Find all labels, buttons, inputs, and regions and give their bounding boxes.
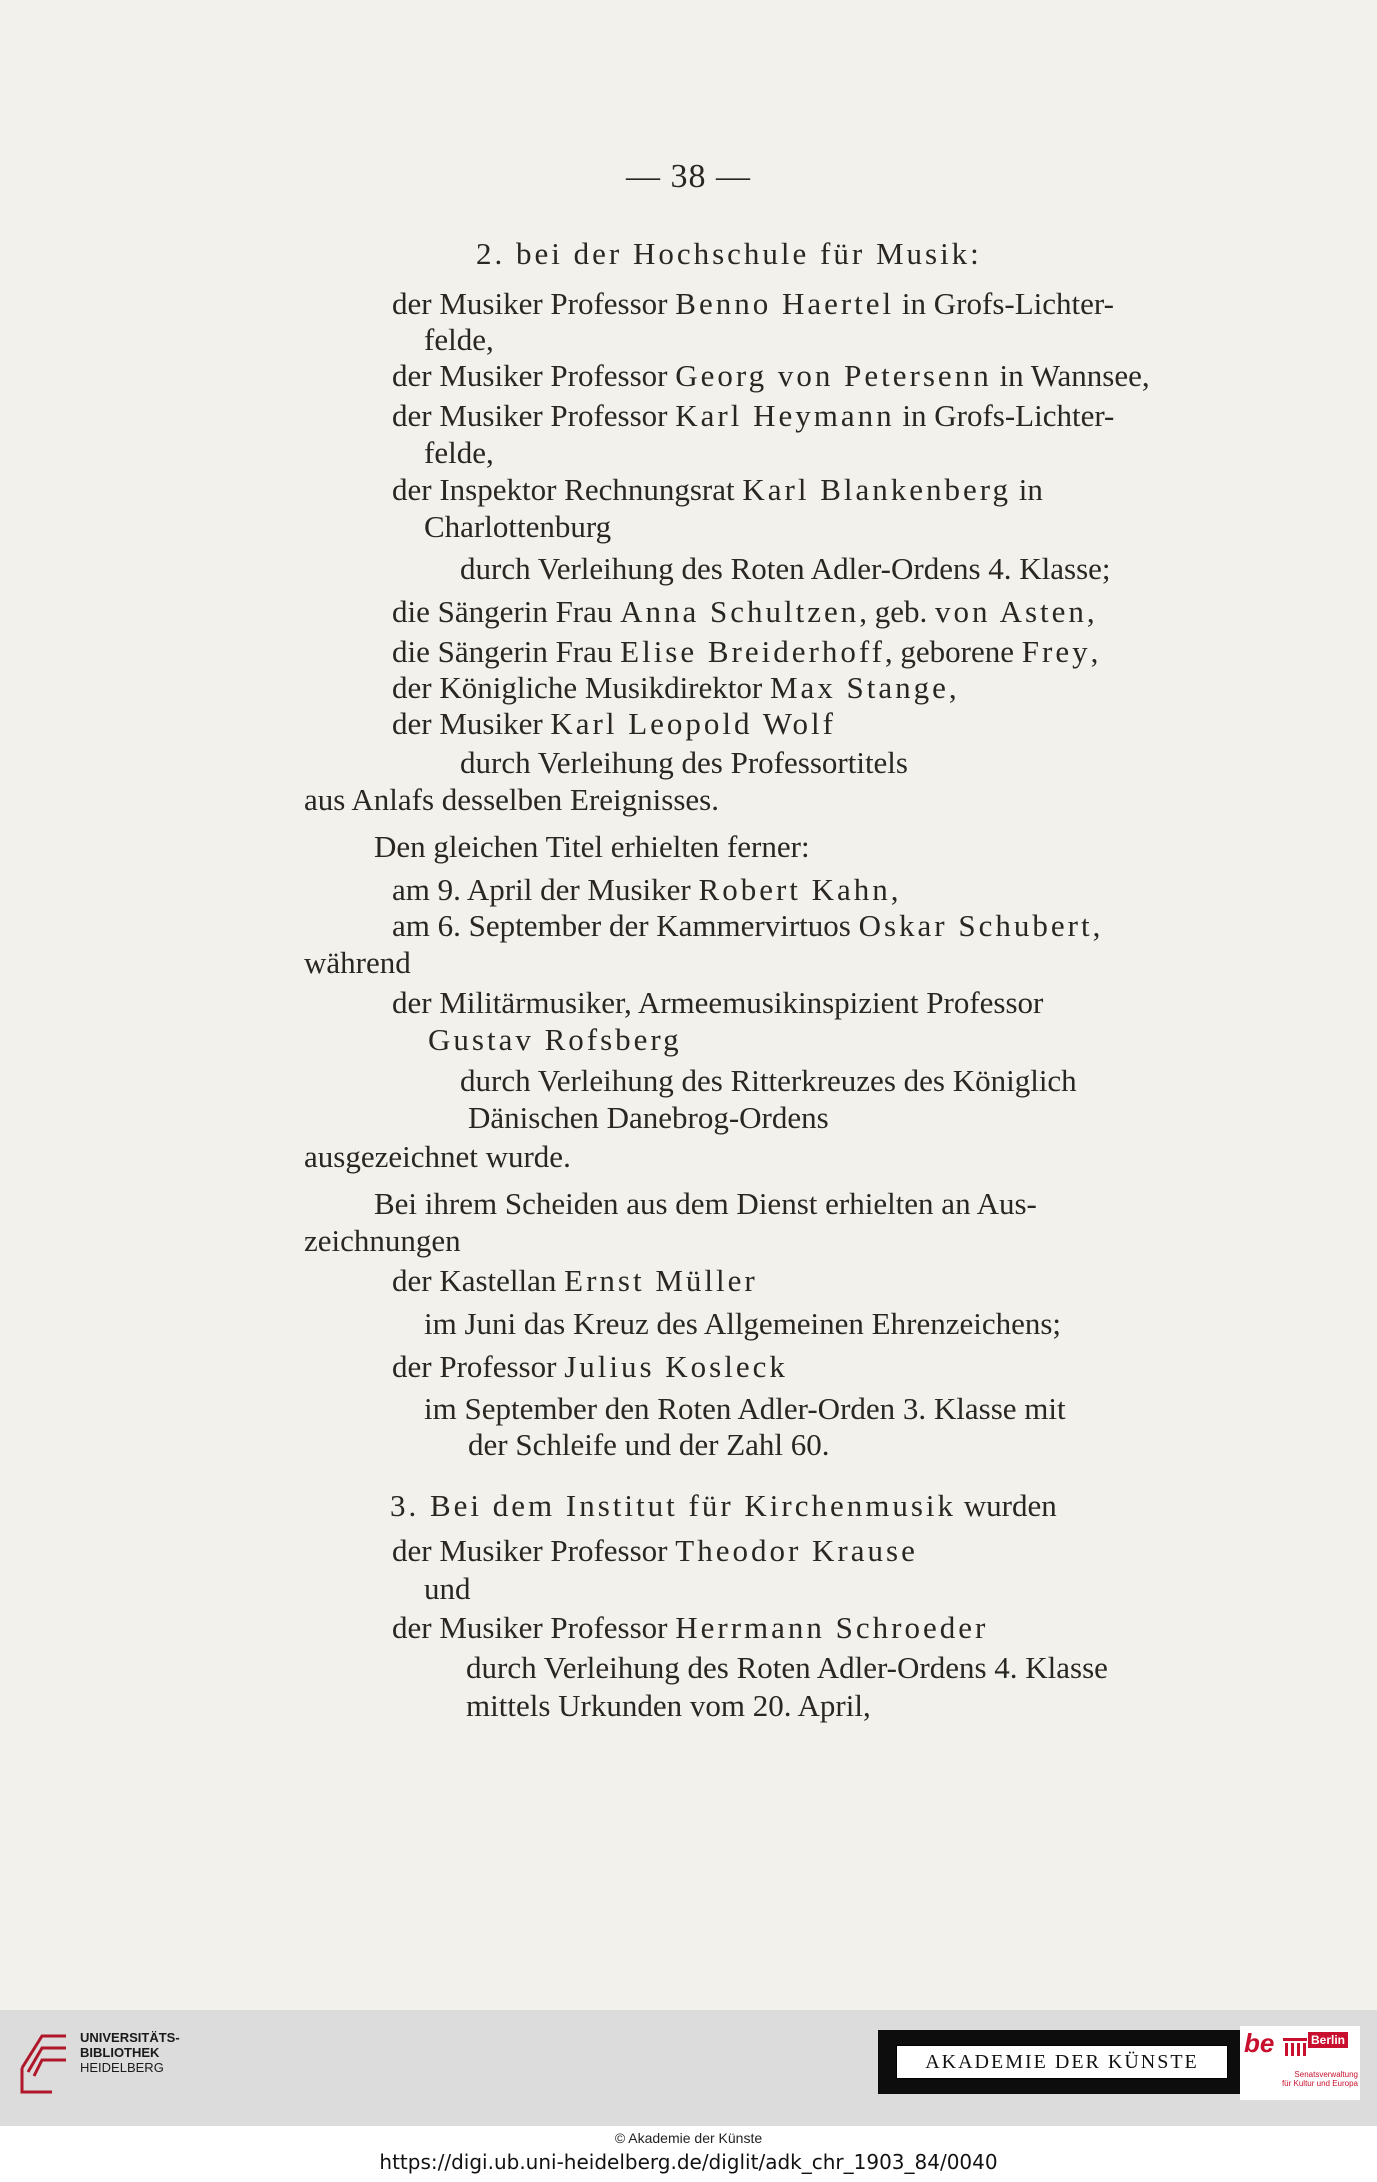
spaced-name: Julius Kosleck [564, 1349, 788, 1384]
spaced-name: Theodor Krause [675, 1533, 918, 1568]
berlin-senate-logo[interactable] [1240, 2026, 1360, 2100]
text-run: der Musiker Professor [392, 1533, 676, 1568]
spaced-name: Anna Schultzen [620, 594, 860, 629]
spaced-name: Georg von Petersenn [675, 358, 992, 393]
text-run: der Schleife und der Zahl 60. [468, 1427, 830, 1462]
text-run: der Professor [392, 1349, 565, 1384]
spaced-name: Herrmann Schroeder [675, 1610, 989, 1645]
berlin-subtitle-line-2: für Kultur und Europa [1281, 2079, 1358, 2088]
text-line [460, 550, 1228, 588]
spaced-name: Karl Leopold Wolf [550, 706, 836, 741]
text-run: , [890, 872, 899, 907]
text-run: der Inspektor Rechnungsrat [392, 472, 743, 507]
text-line [392, 633, 1228, 671]
spaced-name: Max Stange [769, 670, 949, 705]
page-number: — 38 — [626, 158, 751, 195]
spaced-name: Benno Haertel [675, 286, 895, 321]
text-run: aus Anlafs desselben Ereignisses. [304, 782, 719, 817]
text-line [428, 1021, 682, 1059]
spaced-name: Karl Blankenberg [742, 472, 1012, 507]
berlin-subtitle [1274, 2070, 1358, 2088]
spaced-name: 3. Bei dem Institut für Kirchenmusik [390, 1488, 957, 1523]
text-run: Charlottenburg [424, 509, 612, 544]
text-line [468, 1099, 829, 1137]
text-run: der Kastellan [392, 1263, 565, 1298]
text-line [392, 984, 1228, 1022]
spaced-name: Ernst Müller [564, 1263, 758, 1298]
ub-line-2: BIBLIOTHEK [80, 2045, 160, 2060]
spaced-name: 2. bei der Hochschule für Musik: [476, 236, 982, 271]
text-run: am 9. April der Musiker [392, 872, 699, 907]
text-line [476, 235, 1066, 273]
text-line [424, 321, 494, 359]
text-line [304, 781, 719, 819]
ub-line-1: UNIVERSITÄTS- [80, 2030, 180, 2045]
berlin-tag: Berlin [1308, 2032, 1348, 2048]
text-run: der Militärmusiker, Armeemusikinspizient Professor [392, 985, 1044, 1020]
text-run: der Musiker Professor [392, 1610, 676, 1645]
text-run: in Grofs-Lichter- [894, 398, 1115, 433]
text-line [304, 1222, 461, 1260]
text-line [392, 1262, 758, 1300]
text-run: , geb. [859, 594, 936, 629]
text-run: mittels Urkunden vom 20. April, [466, 1688, 871, 1723]
text-run: wurden [956, 1488, 1057, 1523]
text-run: durch Verleihung des Professortitels [460, 745, 908, 780]
text-line [466, 1649, 1228, 1687]
text-line [424, 1305, 1214, 1343]
akademie-label: AKADEMIE DER KÜNSTE [896, 2045, 1228, 2079]
text-line [392, 357, 1228, 395]
text-line [390, 1487, 1164, 1525]
text-line [392, 397, 1228, 435]
text-run: der Musiker Professor [392, 398, 676, 433]
text-run: die Sängerin Frau [392, 594, 621, 629]
text-line [392, 1609, 988, 1647]
text-run: durch Verleihung des Roten Adler-Ordens 4. Klasse [466, 1650, 1108, 1685]
berlin-be-mark: be [1244, 2028, 1275, 2058]
text-run: Bei ihrem Scheiden aus dem Dienst erhielten an Aus- [374, 1186, 1037, 1221]
text-run: am 6. September der Kammervirtuos [392, 908, 859, 943]
text-line [424, 508, 611, 546]
text-line [374, 828, 810, 866]
text-line [392, 285, 1228, 323]
spaced-name: Karl Heymann [675, 398, 895, 433]
copyright-notice: © Akademie der Künste [614, 2130, 763, 2146]
text-line [424, 1570, 471, 1608]
text-line [392, 471, 1228, 509]
text-run: in [1011, 472, 1043, 507]
text-line [466, 1687, 871, 1725]
text-line [304, 944, 411, 982]
text-run: der Königliche Musikdirektor [392, 670, 770, 705]
text-run: , [1086, 594, 1095, 629]
text-run: Dänischen Danebrog-Ordens [468, 1100, 829, 1135]
text-run: Den gleichen Titel erhielten ferner: [374, 829, 810, 864]
text-run: durch Verleihung des Roten Adler-Ordens 4. Klasse; [460, 551, 1111, 586]
text-line [374, 1185, 1228, 1223]
berlin-columns-icon [1282, 2036, 1308, 2058]
spaced-name: Robert Kahn [698, 872, 891, 907]
text-run: felde, [424, 322, 494, 357]
text-line [460, 744, 908, 782]
text-line [392, 1532, 918, 1570]
text-run: die Sängerin Frau [392, 634, 621, 669]
text-run: der Musiker Professor [392, 286, 676, 321]
berlin-subtitle-line-1: Senatsverwaltung [1294, 2070, 1358, 2079]
text-line [460, 1062, 1228, 1100]
spaced-name: Elise Breiderhoff [620, 634, 885, 669]
text-run: , [1090, 634, 1099, 669]
text-run: der Musiker Professor [392, 358, 676, 393]
text-run: ausgezeichnet wurde. [304, 1139, 571, 1174]
akademie-der-kuenste-logo[interactable] [878, 2030, 1246, 2094]
text-run: im Juni das Kreuz des Allgemeinen Ehrenzeichens; [424, 1306, 1062, 1341]
spaced-name: Gustav Rofsberg [428, 1022, 682, 1057]
text-line [304, 1138, 571, 1176]
text-line [392, 907, 1228, 945]
spaced-name: Frey [1021, 634, 1091, 669]
text-run: im September den Roten Adler-Orden 3. Klasse mit [424, 1391, 1066, 1426]
ub-heidelberg-wordmark[interactable] [80, 2030, 180, 2075]
text-line [392, 669, 957, 707]
text-line [424, 434, 494, 472]
text-run: felde, [424, 435, 494, 470]
spaced-name: von Asten [935, 594, 1087, 629]
permalink-url[interactable]: https://digi.ub.uni-heidelberg.de/diglit/adk_chr_1903_84/0040 [379, 2150, 998, 2174]
text-run: und [424, 1571, 471, 1606]
text-line [424, 1390, 1228, 1428]
text-line [468, 1426, 830, 1464]
text-run: , [948, 670, 957, 705]
text-run: durch Verleihung des Ritterkreuzes des Königlich [460, 1063, 1077, 1098]
text-run: in Grofs-Lichter- [894, 286, 1114, 321]
spaced-name: Oskar Schubert [858, 908, 1093, 943]
text-run: während [304, 945, 411, 980]
ub-line-3: HEIDELBERG [80, 2060, 164, 2075]
text-run: , geborene [884, 634, 1022, 669]
ub-heidelberg-logo-icon[interactable] [12, 2028, 72, 2098]
text-line [392, 1348, 788, 1386]
text-run: zeichnungen [304, 1223, 461, 1258]
text-line [392, 705, 836, 743]
text-line [392, 871, 899, 909]
text-line [392, 593, 1228, 631]
text-run: der Musiker [392, 706, 551, 741]
text-run: , [1092, 908, 1101, 943]
text-run: in Wannsee, [991, 358, 1150, 393]
